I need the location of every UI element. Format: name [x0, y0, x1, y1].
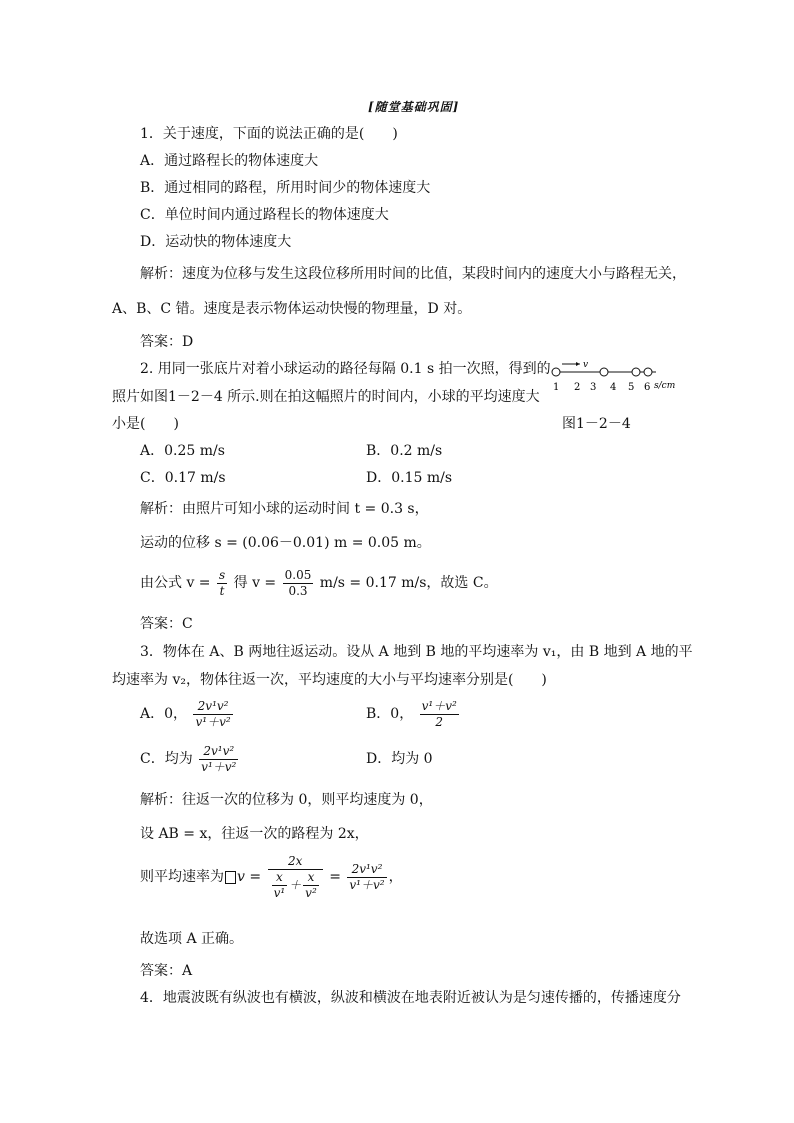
fraction-numerator: 2v¹v²: [199, 744, 238, 760]
option-prefix: A．0，: [140, 706, 188, 722]
fraction-denominator: v¹＋v²: [349, 877, 385, 892]
q2-option-c: C．0.17 m/s: [140, 470, 226, 486]
formula-complex-fraction: [268, 854, 323, 901]
q1-analysis-line2: A、B、C 错。速度是表示物体运动快慢的物理量，D 对。: [112, 301, 472, 317]
formula-prefix: 则平均速率为: [140, 869, 224, 885]
section-header: [随堂基础巩固]: [368, 100, 460, 114]
plus-sign: ＋: [289, 877, 302, 892]
inner-numerator: x: [272, 870, 288, 886]
fraction-denominator: v¹＋v²: [195, 714, 231, 729]
q2-figure-caption: 图1－2－4: [562, 416, 631, 432]
q3-analysis-line2: 设 AB = x，往返一次的路程为 2x，: [140, 826, 369, 842]
velocity-label: v: [583, 360, 589, 370]
fraction-denominator: v¹＋v²: [201, 759, 237, 774]
fraction-numerator: 2v¹v²: [347, 862, 386, 878]
option-prefix: B．0，: [366, 706, 414, 722]
tick-label: 6: [644, 382, 651, 393]
ball-position: [632, 368, 640, 376]
formula-equals: =: [249, 869, 262, 885]
formula-equals: =: [329, 869, 341, 885]
q4-stem-line1: 4．地震波既有纵波也有横波，纵波和横波在地表附近被认为是匀速传播的，传播速度分: [140, 990, 681, 1006]
q2-option-d: D．0.15 m/s: [366, 470, 453, 486]
q3-analysis-line1: 解析：往返一次的位移为 0，则平均速度为 0，: [140, 792, 433, 808]
q1-stem: 1．关于速度，下面的说法正确的是( ): [140, 126, 398, 142]
tick-label: 3: [590, 382, 597, 393]
q1-option-a: A．通过路程长的物体速度大: [140, 153, 319, 169]
fraction-numerator: s: [219, 567, 226, 582]
option-prefix: C．均为: [140, 751, 193, 767]
formula-end: ，: [388, 869, 403, 885]
q2-answer: 答案：C: [140, 616, 193, 632]
q2-option-a: A．0.25 m/s: [140, 443, 225, 459]
formula-result-fraction: [347, 862, 386, 893]
q1-analysis-line1: 解析：速度为位移与发生这段位移所用时间的比值，某段时间内的速度大小与路程无关，: [140, 266, 686, 282]
ball-position: [644, 368, 652, 376]
q2-analysis-line2: 运动的位移 s = (0.06－0.01) m = 0.05 m。: [140, 535, 431, 551]
q3-stem-line1: 3．物体在 A、B 两地往返运动。设从 A 地到 B 地的平均速率为 v₁，由 B 地到 A 地的平: [140, 644, 693, 660]
inner-fraction: [303, 870, 319, 901]
q3-stem-line2: 均速率为 v₂，物体往返一次，平均速度的大小与平均速率分别是( ): [112, 672, 547, 688]
formula-suffix: m/s = 0.17 m/s，故选 C。: [319, 575, 498, 591]
fraction-denominator: 0.3: [288, 583, 308, 598]
fraction-numerator: 0.05: [284, 567, 312, 582]
inner-fraction: [272, 870, 288, 901]
axis-unit-label: s/cm: [654, 381, 676, 391]
tick-label: 4: [610, 382, 617, 393]
q2-option-b: B．0.2 m/s: [366, 443, 443, 459]
q3-answer: 答案：A: [140, 963, 193, 979]
q1-option-c: C．单位时间内通过路程长的物体速度大: [140, 207, 389, 223]
inner-denominator: v²: [305, 885, 317, 900]
formula-v: v: [237, 869, 245, 885]
tick-label: 1: [553, 382, 560, 393]
fraction-s-over-t: [217, 568, 227, 599]
fraction-numerator: 2x: [268, 854, 323, 870]
q2-analysis-line1: 解析：由照片可知小球的运动时间 t = 0.3 s，: [140, 501, 429, 517]
q3-option-a: [140, 697, 235, 731]
inner-denominator: v¹: [273, 885, 286, 900]
option-fraction: [199, 744, 238, 775]
fraction-numerator: 2v¹v²: [193, 699, 232, 715]
tick-label: 2: [574, 382, 581, 393]
q1-option-d: D．运动快的物体速度大: [140, 234, 292, 250]
q2-analysis-formula: [140, 566, 498, 600]
fraction-denominator: [268, 870, 323, 901]
q3-analysis-formula: [140, 852, 403, 902]
formula-mid: 得 v =: [233, 575, 277, 591]
q3-option-b: [366, 697, 461, 731]
ball-photo-figure: [548, 358, 688, 398]
q3-option-d: D．均为 0: [366, 751, 433, 767]
fraction-denominator: 2: [435, 714, 444, 729]
q3-analysis-line4: 故选项 A 正确。: [140, 931, 244, 947]
q2-stem-line2: 照片如图1－2－4 所示.则在拍这幅照片的时间内，小球的平均速度大: [112, 389, 540, 405]
q1-option-b: B．通过相同的路程，所用时间少的物体速度大: [140, 180, 431, 196]
fraction-denominator: t: [219, 583, 225, 598]
formula-prefix: 由公式 v =: [140, 575, 211, 591]
q2-stem-line1: 2. 用同一张底片对着小球运动的路径每隔 0.1 s 拍一次照，得到的: [140, 361, 551, 377]
option-fraction: [193, 699, 232, 730]
q3-option-c: [140, 742, 240, 776]
ball-position: [600, 368, 608, 376]
ball-position: [552, 368, 560, 376]
inner-numerator: x: [303, 870, 319, 886]
tick-label: 5: [628, 382, 635, 393]
fraction-numerator: v¹＋v²: [421, 698, 457, 713]
fraction-value: [283, 568, 314, 599]
q1-answer: 答案：D: [140, 334, 194, 350]
formula-placeholder-box: [225, 871, 236, 884]
q2-stem-line3: 小是( ): [112, 416, 179, 432]
option-fraction: [420, 699, 459, 730]
